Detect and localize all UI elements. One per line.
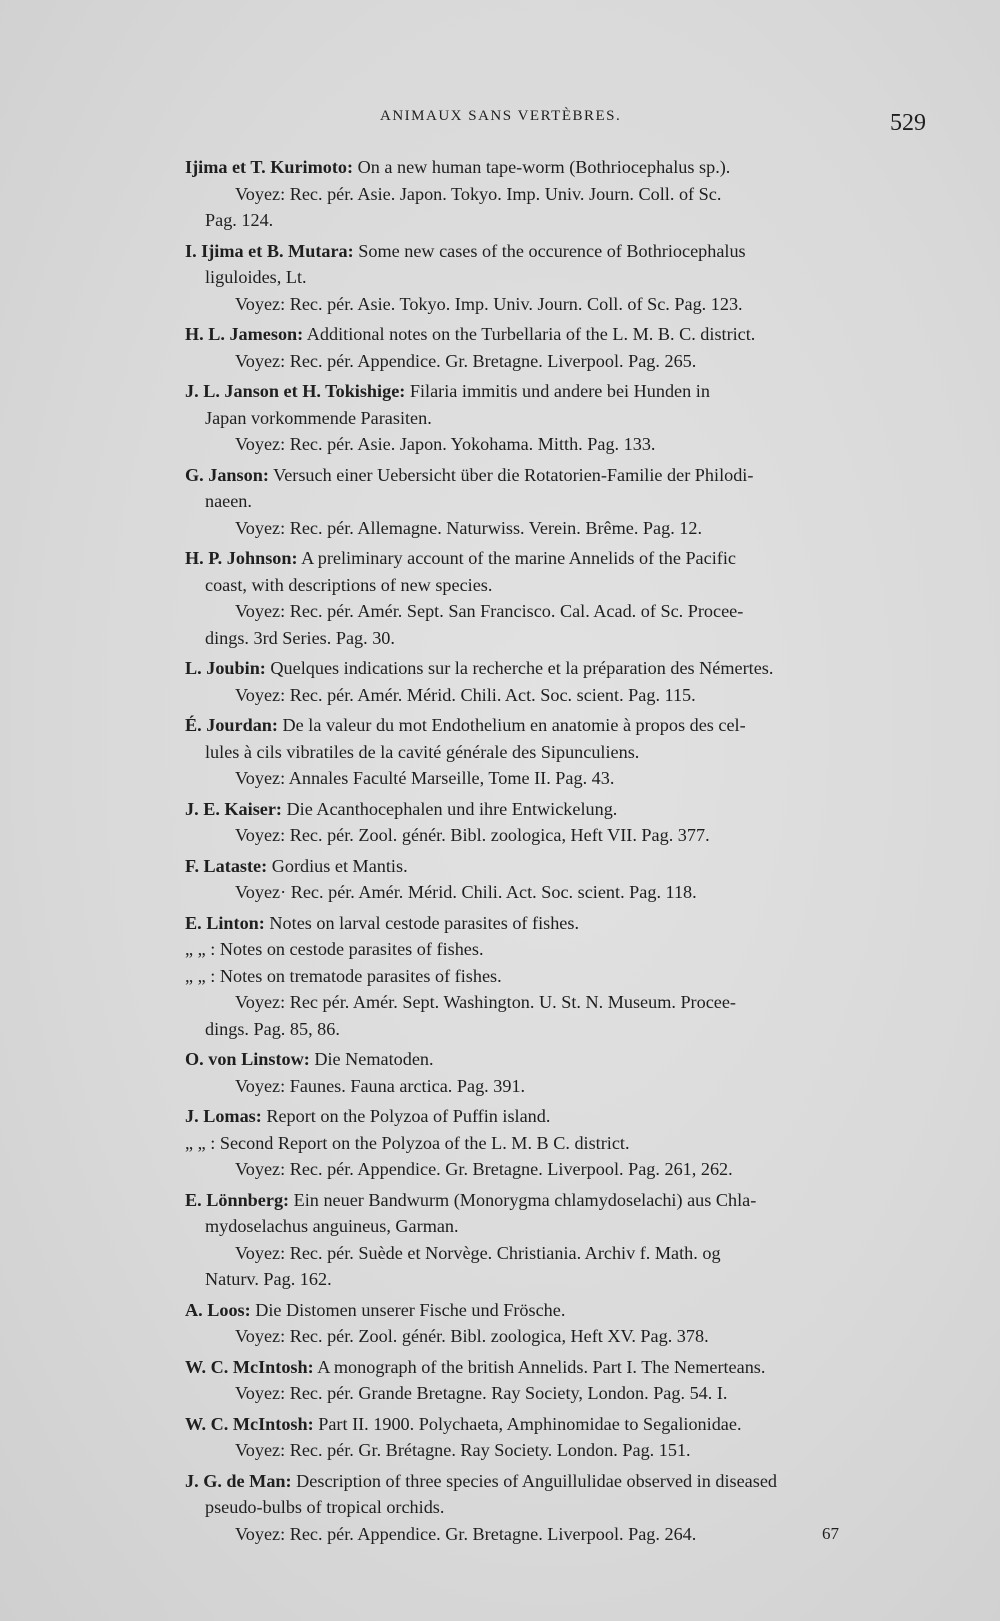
entry-continuation-line: pseudo-bulbs of tropical orchids. xyxy=(205,1497,445,1517)
entry-continuation-line: Pag. 124. xyxy=(205,210,274,230)
entry-source-line: Voyez· Rec. pér. Amér. Mérid. Chili. Act. Soc. scient. Pag. 118. xyxy=(235,882,697,902)
entry-source-line: Voyez: Rec. pér. Appendice. Gr. Bretagne. Liverpool. Pag. 265. xyxy=(235,350,697,371)
entry-title: Ein neuer Bandwurm (Monorygma chlamydoselachi) aus Chla- xyxy=(293,1189,757,1210)
entry-title: Part II. 1900. Polychaeta, Amphinomidae to Segalionidae. xyxy=(318,1413,742,1434)
entry-title: On a new human tape-worm (Bothriocephalus sp.). xyxy=(357,157,731,177)
bibliography-entry xyxy=(185,853,930,906)
entry-first-line xyxy=(185,1187,930,1214)
entry-title: Notes on larval cestode parasites of fishes. xyxy=(269,912,580,933)
entry-first-line xyxy=(185,378,930,405)
bibliography-entry xyxy=(185,378,930,458)
entry-continuation-line: liguloides, Lt. xyxy=(205,267,307,287)
entry-source-line: Voyez: Rec. pér. Asie. Tokyo. Imp. Univ. Journ. Coll. of Sc. Pag. 123. xyxy=(235,293,743,314)
entry-continuation-line: „ „ : Notes on cestode parasites of fishes. xyxy=(185,939,484,959)
entry-continuation-line: mydoselachus anguineus, Garman. xyxy=(205,1216,459,1236)
bibliography-entry xyxy=(185,154,930,234)
bibliography-entry xyxy=(185,1354,930,1407)
bibliography-entry xyxy=(185,1411,930,1464)
entry-source-line: Voyez: Rec. pér. Amér. Mérid. Chili. Act. Soc. scient. Pag. 115. xyxy=(235,684,696,705)
bibliography-entry xyxy=(185,1103,930,1183)
entry-continuation-line: Naturv. Pag. 162. xyxy=(205,1269,332,1289)
entry-source-line: Voyez: Rec. pér. Allemagne. Naturwiss. Verein. Brême. Pag. 12. xyxy=(235,517,703,538)
entry-first-line xyxy=(185,154,930,181)
entry-title: Quelques indications sur la recherche et la préparation des Némertes. xyxy=(270,658,774,678)
entry-first-line xyxy=(185,655,930,682)
entry-source-line: Voyez: Rec pér. Amér. Sept. Washington. U. St. N. Museum. Procee- xyxy=(235,992,736,1012)
entry-author: O. von Linstow: xyxy=(185,1049,310,1069)
bibliography-entry xyxy=(185,462,930,542)
entry-first-line xyxy=(185,853,930,880)
entry-continuation-line: „ „ : Second Report on the Polyzoa of the L. M. B C. district. xyxy=(185,1132,630,1153)
bibliography-entry xyxy=(185,910,930,1043)
entry-title: Die Acanthocephalen und ihre Entwickelung. xyxy=(286,798,618,819)
entry-author: F. Lataste: xyxy=(185,855,268,876)
entry-first-line xyxy=(185,1046,930,1073)
entry-continuation-line: Japan vorkommende Parasiten. xyxy=(205,407,432,428)
entry-author: W. C. McIntosh: xyxy=(185,1413,314,1434)
entry-first-line xyxy=(185,1354,930,1381)
entry-author: G. Janson: xyxy=(185,464,269,485)
entry-title: A monograph of the british Annelids. Part I. The Nemerteans. xyxy=(317,1356,766,1377)
bibliography-entry xyxy=(185,1046,930,1099)
entry-source-line: Voyez: Rec. pér. Asie. Japon. Tokyo. Imp. Univ. Journ. Coll. of Sc. xyxy=(235,183,722,204)
entry-author: J. Lomas: xyxy=(185,1106,262,1126)
entry-first-line xyxy=(185,321,930,348)
entry-first-line xyxy=(185,238,930,265)
entry-source-line: Voyez: Rec. pér. Zool. génér. Bibl. zoologica, Heft VII. Pag. 377. xyxy=(235,825,710,845)
entry-title: Additional notes on the Turbellaria of the L. M. B. C. district. xyxy=(306,324,756,344)
bibliography-entry xyxy=(185,712,930,792)
entry-title: Filaria immitis und andere bei Hunden in xyxy=(409,381,710,401)
entry-author: Ijima et T. Kurimoto: xyxy=(185,157,354,177)
bibliography-entry xyxy=(185,1468,930,1548)
entry-author: H. L. Jameson: xyxy=(185,324,304,344)
entry-source-line: Voyez: Rec. pér. Grande Bretagne. Ray Society, London. Pag. 54. I. xyxy=(235,1383,728,1403)
entry-title: Die Distomen unserer Fische und Frösche. xyxy=(255,1299,566,1320)
entry-continuation-line: „ „ : Notes on trematode parasites of fishes. xyxy=(185,965,502,986)
bibliography-entry xyxy=(185,321,930,374)
entry-author: J. E. Kaiser: xyxy=(185,798,282,819)
entry-first-line xyxy=(185,1103,930,1130)
entry-continuation-line: dings. Pag. 85, 86. xyxy=(205,1018,340,1039)
entry-author: J. G. de Man: xyxy=(185,1470,292,1491)
entry-first-line xyxy=(185,462,930,489)
bibliography-entry xyxy=(185,796,930,849)
entry-author: W. C. McIntosh: xyxy=(185,1356,314,1377)
running-title: ANIMAUX SANS VERTÈBRES. xyxy=(380,108,622,124)
entry-first-line xyxy=(185,712,930,739)
entry-first-line xyxy=(185,796,930,823)
entry-title: Description of three species of Anguillulidae observed in diseased xyxy=(296,1470,777,1491)
entry-title: Gordius et Mantis. xyxy=(271,855,408,876)
entry-continuation-line: coast, with descriptions of new species. xyxy=(205,574,493,595)
entry-title: Versuch einer Uebersicht über die Rotatorien-Familie der Philodi- xyxy=(273,464,754,485)
entry-source-line: Voyez: Faunes. Fauna arctica. Pag. 391. xyxy=(235,1075,526,1096)
entry-source-line: Voyez: Annales Faculté Marseille, Tome II. Pag. 43. xyxy=(235,768,615,788)
entry-title: De la valeur du mot Endothelium en anatomie à propos des cel- xyxy=(282,715,746,735)
entry-author: J. L. Janson et H. Tokishige: xyxy=(185,381,406,401)
entry-source-line: Voyez: Rec. pér. Gr. Brétagne. Ray Society. London. Pag. 151. xyxy=(235,1440,691,1460)
entry-author: E. Linton: xyxy=(185,912,265,933)
bibliography-entry xyxy=(185,655,930,708)
bibliography-entry xyxy=(185,545,930,651)
signature-mark: 67 xyxy=(822,1524,839,1543)
entry-source-line: Voyez: Rec. pér. Suède et Norvège. Christiania. Archiv f. Math. og xyxy=(235,1242,721,1263)
entry-source-line: Voyez: Rec. pér. Appendice. Gr. Bretagne. Liverpool. Pag. 261, 262. xyxy=(235,1159,733,1179)
entry-title: Die Nematoden. xyxy=(314,1049,434,1069)
entry-first-line xyxy=(185,1411,930,1438)
entry-title: Some new cases of the occurence of Bothriocephalus xyxy=(358,240,746,261)
entry-author: H. P. Johnson: xyxy=(185,548,298,568)
entry-first-line xyxy=(185,1297,930,1324)
entry-source-line: Voyez: Rec. pér. Appendice. Gr. Bretagne. Liverpool. Pag. 264. xyxy=(235,1523,697,1544)
entry-source-line: Voyez: Rec. pér. Asie. Japon. Yokohama. Mitth. Pag. 133. xyxy=(235,434,656,454)
entry-first-line xyxy=(185,545,930,572)
entry-title: A preliminary account of the marine Annelids of the Pacific xyxy=(301,548,736,568)
entry-continuation-line: naeen. xyxy=(205,491,252,511)
bibliography-list xyxy=(185,154,930,1551)
page-number: 529 xyxy=(890,110,926,136)
entry-continuation-line: dings. 3rd Series. Pag. 30. xyxy=(205,627,395,648)
entry-author: É. Jourdan: xyxy=(185,715,278,735)
entry-author: E. Lönnberg: xyxy=(185,1189,290,1210)
bibliography-entry xyxy=(185,1187,930,1293)
entry-title: Report on the Polyzoa of Puffin island. xyxy=(266,1106,551,1126)
entry-first-line xyxy=(185,1468,930,1495)
entry-author: L. Joubin: xyxy=(185,658,266,678)
entry-author: A. Loos: xyxy=(185,1299,251,1320)
entry-continuation-line: lules à cils vibratiles de la cavité générale des Sipunculiens. xyxy=(205,741,640,762)
entry-source-line: Voyez: Rec. pér. Zool. génér. Bibl. zoologica, Heft XV. Pag. 378. xyxy=(235,1326,709,1346)
bibliography-entry xyxy=(185,238,930,318)
bibliography-entry xyxy=(185,1297,930,1350)
entry-source-line: Voyez: Rec. pér. Amér. Sept. San Francisco. Cal. Acad. of Sc. Procee- xyxy=(235,601,744,621)
entry-first-line xyxy=(185,910,930,937)
entry-author: I. Ijima et B. Mutara: xyxy=(185,240,354,261)
